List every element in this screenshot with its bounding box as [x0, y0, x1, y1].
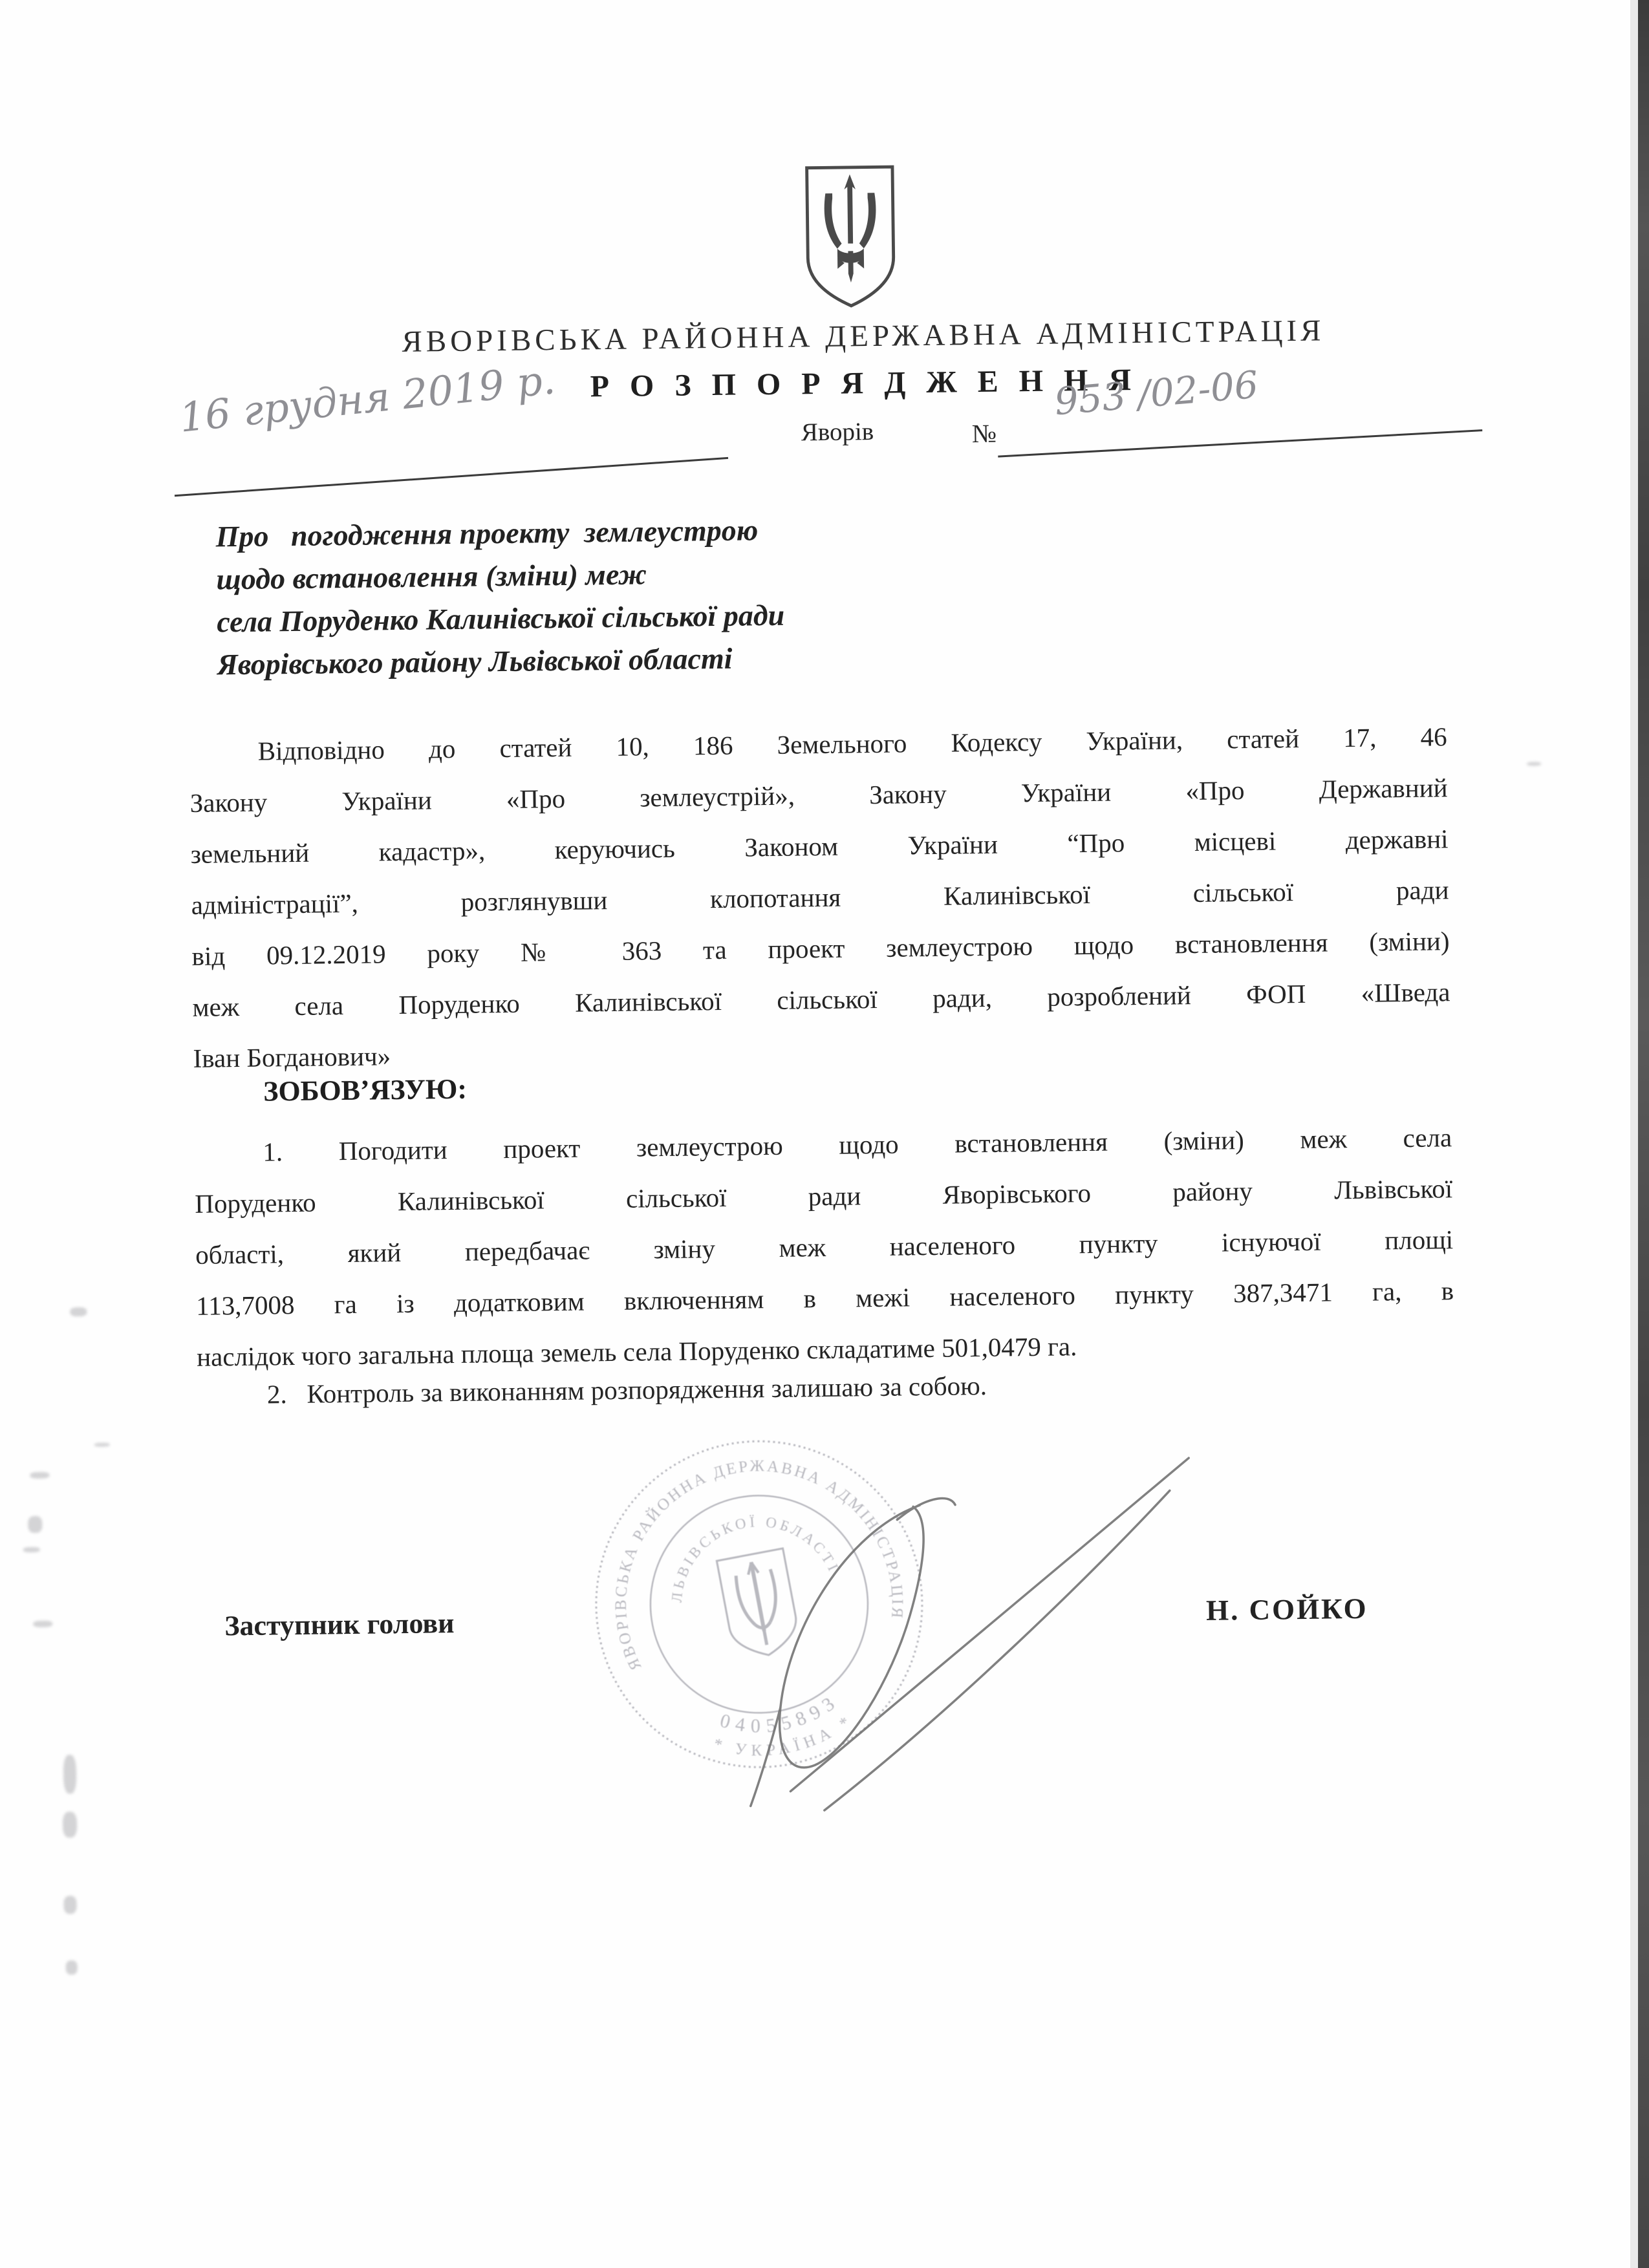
subject-line: Яворівського району Львівської області	[217, 641, 733, 681]
date-handwritten: 16 грудня 2019 р.	[177, 356, 557, 442]
intro-line: Закону України «Про землеустрій», Закону України «Про Державний	[189, 773, 1448, 818]
intro-line: земельний кадастр», керуючись Законом України “Про місцеві державні	[190, 824, 1449, 869]
scan-speck	[66, 1960, 78, 1974]
intro-line: від 09.12.2019 року № 363 та проект землеустрою щодо встановлення (зміни)	[191, 926, 1450, 971]
scan-speck	[63, 1812, 77, 1837]
scan-speck	[63, 1896, 76, 1914]
stamp-ring-text: ЯВОРІВСЬКА РАЙОННА ДЕРЖАВНА АДМІНІСТРАЦІЯ	[612, 1457, 907, 1673]
scan-speck	[23, 1547, 40, 1552]
organization-name: ЯВОРІВСЬКА РАЙОННА ДЕРЖАВНА АДМІНІСТРАЦІЯ	[402, 314, 1325, 359]
stamp-region-text: ЛЬВІВСЬКОЇ ОБЛАСТІ	[668, 1514, 843, 1603]
subject-line: села Поруденко Калинівської сільської ради	[216, 598, 785, 639]
document-number-handwritten: 953 /02-06	[1052, 362, 1260, 424]
number-sign: №	[971, 418, 997, 449]
stamp-country-text: * УКРАЇНА *	[711, 1710, 857, 1760]
scan-speck	[30, 1472, 49, 1479]
intro-line: Іван Богданович»	[193, 1041, 391, 1073]
scan-edge-shadow	[1630, 0, 1638, 2268]
scan-speck	[94, 1443, 110, 1447]
item-1-line: 113,7008 га із додатковим включенням в межі населеного пункту 387,3471 га, в	[195, 1276, 1454, 1321]
document-type-title: Р О З П О Р Я Д Ж Е Н Н Я	[590, 363, 1138, 404]
oblige-heading: ЗОБОВ’ЯЗУЮ:	[263, 1073, 468, 1107]
scan-speck	[1527, 762, 1541, 765]
signer-name: Н. СОЙКО	[1205, 1592, 1368, 1627]
scan-speck	[70, 1307, 87, 1316]
scan-edge-band	[1638, 0, 1649, 2268]
intro-line: Відповідно до статей 10, 186 Земельного Кодексу України, статей 17, 46	[257, 722, 1447, 766]
scan-speck	[28, 1516, 42, 1533]
item-1-line: 1. Погодити проект землеустрою щодо встановлення (зміни) меж села	[263, 1122, 1452, 1167]
subject-line: Про погодження проекту землеустрою	[215, 513, 759, 553]
stamp-code-text: 04055893	[718, 1689, 844, 1737]
intro-line: адміністрації”, розглянувши клопотання Калинівської сільської ради	[191, 875, 1449, 920]
scan-speck	[33, 1621, 52, 1627]
item-1-line: наслідок чого загальна площа земель села Поруденко складатиме 501,0479 га.	[196, 1331, 1077, 1372]
signer-title: Заступник голови	[224, 1607, 455, 1642]
scan-speck	[63, 1755, 77, 1793]
item-1-line: Поруденко Калинівської сільської ради Яворівського району Львівської	[195, 1173, 1453, 1219]
intro-line: меж села Поруденко Калинівської сільської ради, розроблений ФОП «Шведа	[192, 977, 1450, 1022]
item-2: 2. Контроль за виконанням розпорядження залишаю за собою.	[266, 1370, 987, 1409]
subject-line: щодо встановлення (зміни) меж	[216, 557, 647, 596]
place-name: Яворів	[801, 417, 874, 447]
item-1-line: області, який передбачає зміну меж населеного пункту існуючої площі	[195, 1225, 1454, 1270]
